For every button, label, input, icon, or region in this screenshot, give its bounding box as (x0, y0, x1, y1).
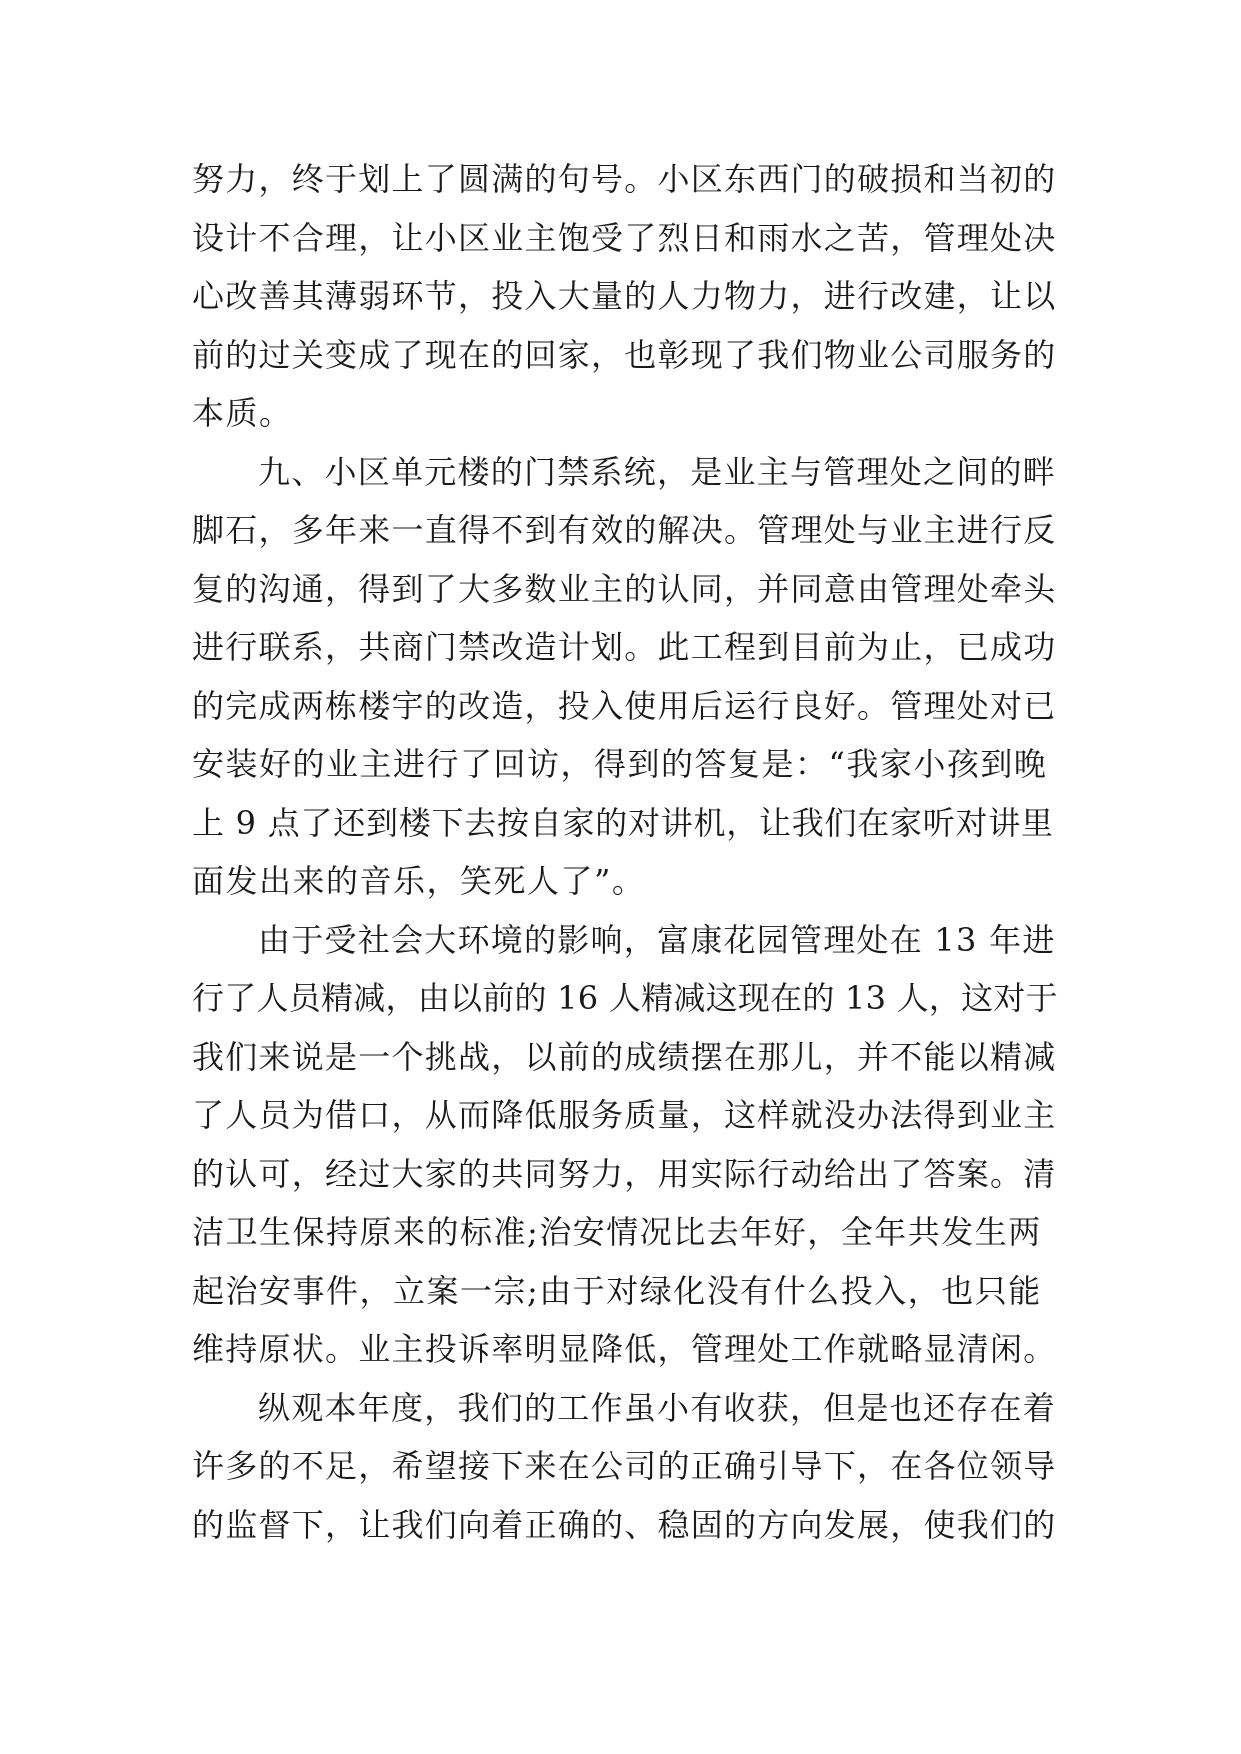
text-line: 复的沟通，得到了大多数业主的认同，并同意由管理处牵头 (192, 569, 1057, 608)
text-line: 进行联系，共商门禁改造计划。此工程到目前为止，已成功 (192, 628, 1057, 666)
text-line: 前的过关变成了现在的回家，也彰现了我们物业公司服务的 (192, 335, 1057, 374)
text-line: 上 9 点了还到楼下去按自家的对讲机，让我们在家听对讲里 (192, 803, 1054, 842)
text-line: 由于受社会大环境的影响，富康花园管理处在 13 年进 (258, 920, 1056, 959)
text-line: 本质。 (192, 394, 293, 432)
text-line: 九、小区单元楼的门禁系统，是业主与管理处之间的畔 (258, 452, 1057, 491)
text-line: 安装好的业主进行了回访，得到的答复是：“我家小孩到晚 (192, 745, 1048, 783)
text-line: 行了人员精减，由以前的 16 人精减这现在的 13 人，这对于 (192, 979, 1058, 1017)
text-line: 心改善其薄弱环节，投入大量的人力物力，进行改建，让以 (192, 277, 1057, 315)
text-line: 的完成两栋楼宇的改造，投入使用后运行良好。管理处对已 (192, 686, 1057, 725)
text-line: 的认可，经过大家的共同努力，用实际行动给出了答案。清 (192, 1154, 1057, 1193)
text-line: 脚石，多年来一直得不到有效的解决。管理处与业主进行反 (192, 511, 1057, 549)
text-line: 洁卫生保持原来的标准;治安情况比去年好，全年共发生两 (192, 1213, 1042, 1251)
text-line: 面发出来的音乐，笑死人了”。 (192, 862, 646, 900)
document-body (192, 150, 1060, 1554)
text-line: 起治安事件，立案一宗;由于对绿化没有什么投入，也只能 (192, 1271, 1042, 1310)
text-line: 许多的不足，希望接下来在公司的正确引导下，在各位领导 (192, 1447, 1057, 1485)
text-line: 的监督下，让我们向着正确的、稳固的方向发展，使我们的 (192, 1505, 1057, 1544)
text-line: 维持原状。业主投诉率明显降低，管理处工作就略显清闲。 (192, 1330, 1057, 1368)
text-line: 努力，终于划上了圆满的句号。小区东西门的破损和当初的 (192, 160, 1057, 198)
text-line: 了人员为借口，从而降低服务质量，这样就没办法得到业主 (192, 1096, 1057, 1134)
text-line: 设计不合理，让小区业主饱受了烈日和雨水之苦，管理处决 (192, 218, 1057, 257)
text-line: 我们来说是一个挑战，以前的成绩摆在那儿，并不能以精减 (192, 1037, 1057, 1076)
text-line: 纵观本年度，我们的工作虽小有收获，但是也还存在着 (258, 1388, 1057, 1427)
